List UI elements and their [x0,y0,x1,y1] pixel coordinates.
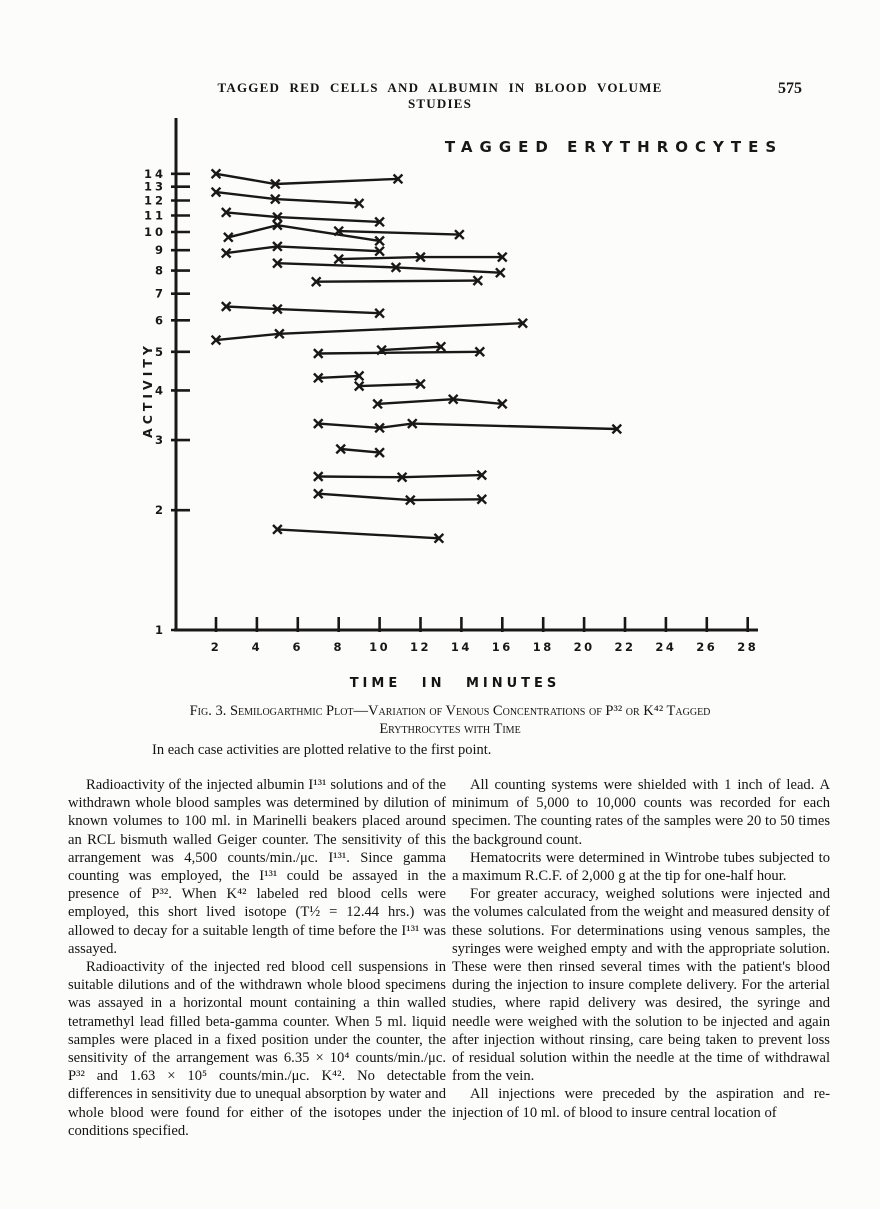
body-paragraph: All injections were preceded by the aspiration and re-injection of 10 ml. of blood to insure central location of [452,1086,830,1121]
svg-text:4: 4 [154,383,166,398]
figure-caption [110,702,790,738]
chart-title: TAGGED ERYTHROCYTES [444,138,784,156]
svg-text:3: 3 [154,433,166,448]
data-series [216,192,359,203]
svg-text:1: 1 [154,623,166,637]
body-paragraph: For greater accuracy, weighed solutions were injected and the volumes calculated from the weight and measured density of these solutions. For determinations using venous samples, the syringes were weighed empty and with the appropriate solution. These were then rinsed several times with the patient's blood during the injection to insure complete delivery. For the arterial studies, where rapid delivery was desired, the syringe and needle were weighed with the solution to be injected and again after injection without rinsing, care being taken to prevent loss of residual solution within the needle at the time of withdrawal from the vein. [452,886,830,1085]
data-series [226,307,379,314]
data-series [318,376,359,378]
svg-text:5: 5 [154,344,166,359]
svg-text:6: 6 [154,313,166,328]
body-paragraph: Radioactivity of the injected albumin I¹³¹ solutions and of the withdrawn whole blood samples was determined by dilution of known volumes to 100 ml. in Marinelli beakers placed around an RCL bismuth walled Geiger counter. The sensitivity of this arrangement was 4,500 counts/min./μc. I¹³¹. Since gamma counting was employed, the I¹³¹ could be assayed in the presence of P³². When K⁴² labeled red blood cells were employed, this short lived isotope (T½ = 12.44 hrs.) was allowed to decay for a suitable length of time before the I¹³¹ was assayed. [68,777,446,957]
svg-text:18: 18 [532,640,554,654]
caption-line-1: Fig. 3. Semilogarthmic Plot—Variation of Venous Concentrations of P³² or K⁴² Tagged [189,703,711,719]
data-series [378,399,503,404]
data-series [339,231,460,235]
data-series [359,384,420,386]
svg-text:6: 6 [292,640,304,654]
data-series [226,246,379,253]
body-paragraph: All counting systems were shielded with 1 inch of lead. A minimum of 5,000 to 10,000 counts was recorded for each specimen. The counting rates of the samples were 20 to 50 times the background count. [452,777,830,848]
body-paragraph: Hematocrits were determined in Wintrobe tubes subjected to a maximum R.C.F. of 2,000 g at the tip for one-half hour. [452,849,830,885]
page-number: 575 [778,80,802,97]
svg-text:10: 10 [369,640,391,654]
svg-text:13: 13 [143,179,166,194]
data-series [277,263,500,273]
svg-text:26: 26 [696,640,718,654]
svg-text:14: 14 [143,166,166,181]
svg-text:10: 10 [143,225,166,239]
data-series [216,174,398,184]
data-series [318,352,480,354]
svg-text:8: 8 [333,640,344,654]
data-series [226,212,379,222]
data-series [341,449,380,453]
svg-text:9: 9 [154,243,166,258]
caption-line-2: Erythrocytes with Time [379,721,521,737]
svg-text:2: 2 [210,640,222,654]
data-series [318,494,482,500]
body-paragraph: Radioactivity of the injected red blood cell suspensions in suitable dilutions and of the withdrawn whole blood specimens was assayed in a horizontal mount containing a thin walled tetramethyl lead filled beta-gamma counter. When 5 ml. liquid samples were placed in a fixed position under the counter, the sensitivity of the arrangement was 6.35 × 10⁴ counts/min./μc. P³² and 1.63 × 10⁵ counts/min./μc. K⁴². No detectable differences in sensitivity due to unequal absorption by water and whole blood were found for either of the isotopes under the conditions specified. [68,959,446,1139]
data-series [216,323,523,340]
data-series [228,225,379,241]
svg-text:7: 7 [154,286,166,301]
svg-text:24: 24 [655,640,677,654]
svg-text:22: 22 [614,640,636,654]
svg-text:16: 16 [491,640,513,654]
header-title: TAGGED RED CELLS AND ALBUMIN IN BLOOD VOLUME STUDIES [217,80,663,111]
data-series [277,529,439,538]
svg-text:28: 28 [737,640,759,654]
svg-text:11: 11 [143,208,166,223]
data-series [382,347,441,350]
svg-text:8: 8 [154,263,166,278]
left-column [68,776,446,1140]
right-column [452,776,830,1122]
svg-text:20: 20 [573,640,595,654]
svg-text:12: 12 [409,640,432,654]
data-series [318,424,617,429]
y-axis-label: ACTIVITY [140,342,155,438]
svg-text:14: 14 [450,640,472,654]
x-axis-label: TIME IN MINUTES [349,676,561,691]
svg-text:12: 12 [143,193,166,208]
svg-text:2: 2 [154,503,166,518]
data-series [316,281,478,282]
svg-text:4: 4 [251,640,263,654]
caption-note: In each case activities are plotted relative to the first point. [152,742,492,758]
